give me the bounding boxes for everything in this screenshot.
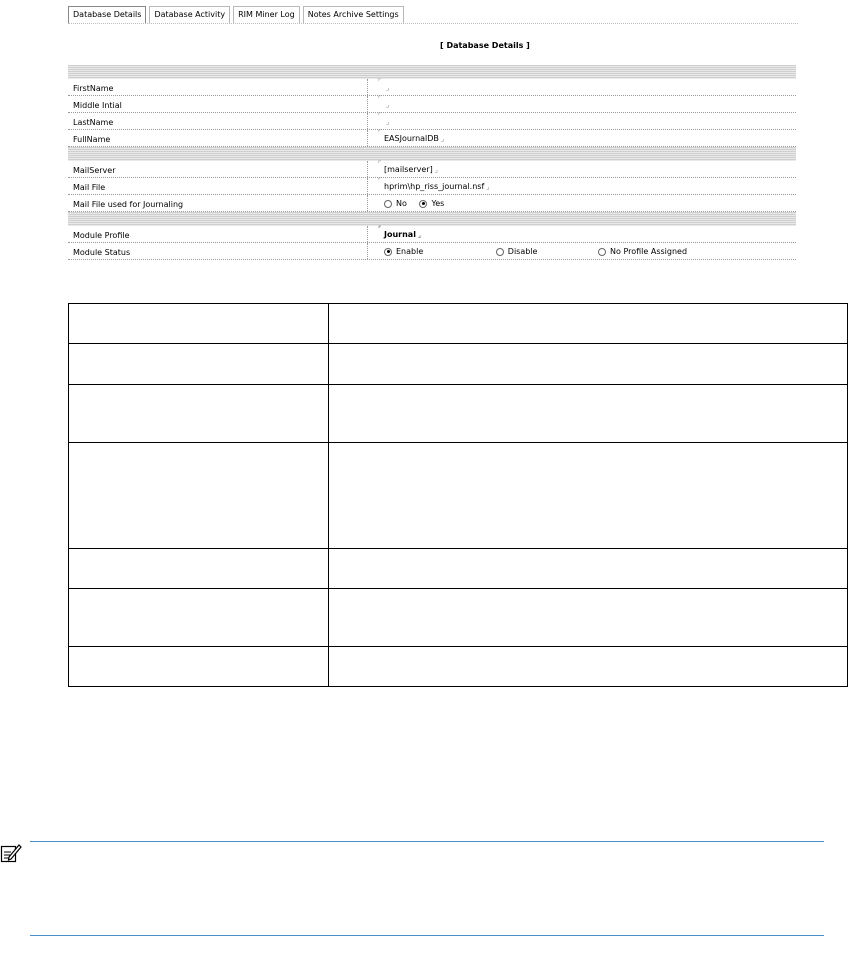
tab-divider (68, 23, 798, 24)
table-row (69, 647, 848, 687)
table-cell (329, 304, 848, 344)
tab-bar (68, 6, 407, 24)
form-row-last-name (68, 113, 796, 130)
note-top-rule (30, 841, 824, 842)
table-cell (329, 443, 848, 549)
table-cell (69, 344, 329, 385)
last-name-label: LastName (68, 113, 368, 129)
journaling-yes-label: Yes (431, 199, 445, 208)
database-details-form (68, 65, 796, 260)
first-name-field[interactable] (378, 80, 389, 92)
note-pencil-icon (0, 843, 22, 863)
module-status-label: Module Status (68, 243, 368, 259)
tab-database-details[interactable]: Database Details (68, 6, 146, 24)
form-row-first-name (68, 79, 796, 96)
journaling-no-label: No (396, 199, 407, 208)
table-cell (329, 647, 848, 687)
mail-server-field[interactable]: ⌜ [mailserver] ⌟ (378, 162, 438, 174)
form-row-full-name (68, 130, 796, 147)
section-separator (68, 212, 796, 226)
form-row-mail-file (68, 178, 796, 195)
full-name-field[interactable]: ⌜ EASJournalDB ⌟ (378, 131, 444, 143)
table-row (69, 443, 848, 549)
journaling-label: Mail File used for Journaling (68, 195, 368, 211)
table-cell (329, 344, 848, 385)
middle-initial-label: Middle Intial (68, 96, 368, 112)
table-row (69, 549, 848, 589)
table-cell (69, 549, 329, 589)
table-cell (329, 385, 848, 443)
table-row (69, 385, 848, 443)
journaling-yes-radio[interactable] (419, 196, 444, 208)
status-no-profile-label: No Profile Assigned (610, 247, 688, 256)
form-row-module-status (68, 243, 796, 260)
table-cell (69, 589, 329, 647)
form-row-mail-server (68, 161, 796, 178)
mail-server-label: MailServer (68, 161, 368, 177)
status-no-profile-radio[interactable] (598, 244, 687, 256)
table-cell (69, 647, 329, 687)
tab-notes-archive-settings[interactable]: Notes Archive Settings (303, 6, 404, 24)
radio-button-icon (598, 248, 606, 256)
radio-button-icon (384, 200, 392, 208)
radio-button-selected-icon (384, 248, 392, 256)
section-separator (68, 147, 796, 161)
radio-button-selected-icon (419, 200, 427, 208)
form-row-journaling (68, 195, 796, 212)
full-name-label: FullName (68, 130, 368, 146)
table-cell (329, 549, 848, 589)
journaling-no-radio[interactable] (384, 196, 407, 208)
table-row (69, 589, 848, 647)
last-name-field[interactable] (378, 114, 389, 126)
module-profile-label: Module Profile (68, 226, 368, 242)
section-title: [ Database Details ] (440, 41, 530, 50)
tab-rim-miner-log[interactable]: RIM Miner Log (233, 6, 300, 24)
table-row (69, 344, 848, 385)
form-row-middle-initial (68, 96, 796, 113)
module-profile-field[interactable]: ⌜ Journal ⌟ (378, 227, 421, 239)
status-disable-radio[interactable] (496, 244, 538, 256)
section-separator (68, 65, 796, 79)
middle-initial-field[interactable] (378, 97, 389, 109)
tab-database-activity[interactable]: Database Activity (149, 6, 230, 24)
form-row-module-profile (68, 226, 796, 243)
status-enable-radio[interactable] (384, 244, 423, 256)
table-cell (329, 589, 848, 647)
status-enable-label: Enable (396, 247, 424, 256)
radio-button-icon (496, 248, 504, 256)
status-disable-label: Disable (507, 247, 538, 256)
mail-file-label: Mail File (68, 178, 368, 194)
table-row (69, 304, 848, 344)
table-cell (69, 443, 329, 549)
note-bottom-rule (30, 935, 824, 936)
first-name-label: FirstName (68, 79, 368, 95)
mail-file-field[interactable]: ⌜ hprim\hp_riss_journal.nsf ⌟ (378, 179, 490, 191)
table-cell (69, 304, 329, 344)
table-cell (69, 385, 329, 443)
field-description-table (68, 303, 848, 687)
